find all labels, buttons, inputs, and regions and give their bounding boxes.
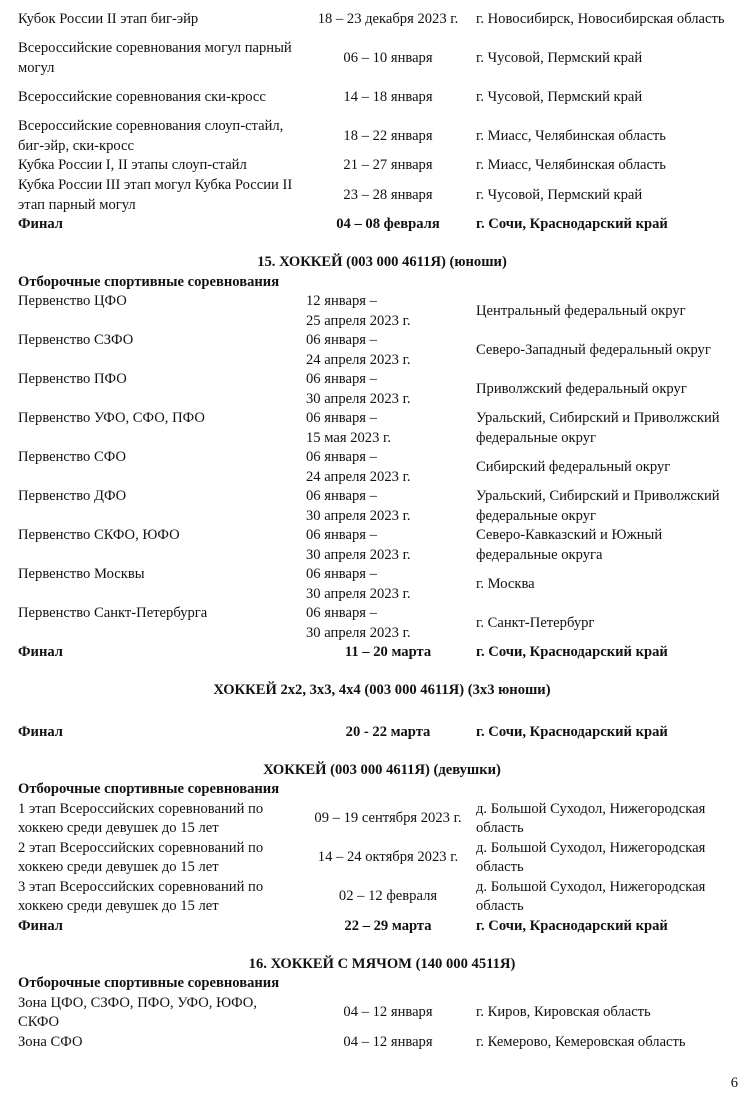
final-row (18, 215, 746, 235)
place-cell: г. Сочи, Краснодарский край (476, 723, 668, 740)
date-end: 30 апреля 2023 г. (306, 390, 411, 407)
date-cell: 22 – 29 марта (344, 917, 432, 934)
date-cell: 21 – 27 января (343, 157, 433, 174)
date-cell (300, 409, 476, 448)
date-cell: 14 – 18 января (343, 88, 433, 105)
date-end: 30 апреля 2023 г. (306, 546, 411, 563)
event-cell: Финал (18, 216, 63, 233)
event-cell: Всероссийские соревнования слоуп-стайл, биг-эйр, ски-кросс (18, 118, 284, 154)
date-cell (300, 604, 476, 643)
date-cell (300, 292, 476, 331)
place-cell: г. Чусовой, Пермский край (476, 186, 643, 203)
place-cell: Сибирский федеральный округ (476, 458, 671, 475)
date-end: 25 апреля 2023 г. (306, 312, 411, 329)
qualifying-subhead: Отборочные спортивные соревнования (18, 273, 280, 290)
place-cell: г. Чусовой, Пермский край (476, 49, 643, 66)
date-start: 06 января – (306, 332, 377, 348)
place-cell: д. Большой Суходол, Нижегородская область (476, 839, 706, 875)
place-cell: г. Миасс, Челябинская область (476, 157, 666, 174)
table-row (18, 370, 746, 409)
event-cell: 1 этап Всероссийских соревнований по хоккею среди девушек до 15 лет (18, 800, 264, 836)
table-row (18, 878, 746, 917)
document-page (18, 0, 746, 1053)
event-cell: 2 этап Всероссийских соревнований по хоккею среди девушек до 15 лет (18, 839, 264, 875)
qualifying-subhead: Отборочные спортивные соревнования (18, 975, 280, 991)
date-end: 30 апреля 2023 г. (306, 585, 411, 602)
event-cell: Первенство Санкт-Петербурга (18, 605, 208, 621)
place-cell: г. Сочи, Краснодарский край (476, 644, 668, 661)
table-row (18, 39, 746, 78)
table-row (18, 156, 746, 176)
event-cell: Первенство Москвы (18, 566, 145, 582)
place-cell: Уральский, Сибирский и Приволжский федеральные округ (476, 410, 720, 446)
section-title-hockey-3x3: ХОККЕЙ 2х2, 3х3, 4х4 (003 000 4611Я) (3х3 юноши) (213, 682, 551, 698)
place-cell: г. Миасс, Челябинская область (476, 127, 666, 144)
date-end: 30 апреля 2023 г. (306, 624, 411, 641)
date-cell (300, 331, 476, 370)
place-cell: Северо-Кавказский и Южный федеральные округа (476, 527, 663, 563)
final-row (18, 723, 746, 743)
event-cell: Всероссийские соревнования ски-кросс (18, 88, 266, 105)
date-cell (300, 448, 476, 487)
event-cell: Кубок России II этап биг-эйр (18, 10, 199, 27)
date-start: 06 января – (306, 605, 377, 621)
place-cell: г. Сочи, Краснодарский край (476, 216, 668, 233)
date-end: 15 мая 2023 г. (306, 429, 392, 446)
table-row (18, 0, 746, 39)
date-cell (300, 526, 476, 565)
date-cell: 23 – 28 января (343, 186, 433, 203)
table-row (18, 839, 746, 878)
date-end: 24 апреля 2023 г. (306, 351, 411, 368)
section-title-bandy: 16. ХОККЕЙ С МЯЧОМ (140 000 4511Я) (248, 955, 516, 972)
place-cell: д. Большой Суходол, Нижегородская область (476, 878, 706, 914)
event-cell: Первенство ПФО (18, 371, 127, 387)
event-cell: Первенство ДФО (18, 488, 127, 504)
date-cell: 06 – 10 января (343, 49, 433, 66)
place-cell: Приволжский федеральный округ (476, 380, 687, 397)
date-cell (300, 370, 476, 409)
date-cell: 04 – 12 января (343, 1033, 433, 1050)
date-start: 06 января – (306, 449, 377, 465)
event-cell: Первенство СКФО, ЮФО (18, 527, 180, 543)
place-cell: г. Сочи, Краснодарский край (476, 917, 668, 934)
place-cell: Уральский, Сибирский и Приволжский федеральные округ (476, 488, 720, 524)
date-end: 24 апреля 2023 г. (306, 468, 411, 485)
date-start: 06 января – (306, 410, 377, 426)
date-cell: 18 – 22 января (343, 127, 433, 144)
qualifying-subhead: Отборочные спортивные соревнования (18, 781, 280, 797)
hockey-boys-table (18, 292, 746, 663)
event-cell: Кубка России III этап могул Кубка России II этап парный могул (18, 177, 293, 213)
date-cell: 18 – 23 декабря 2023 г. (317, 10, 459, 27)
event-cell: Финал (18, 723, 63, 740)
event-cell: 3 этап Всероссийских соревнований по хоккею среди девушек до 15 лет (18, 878, 264, 914)
section-title-hockey-girls: ХОККЕЙ (003 000 4611Я) (девушки) (263, 761, 501, 778)
place-cell: Центральный федеральный округ (476, 302, 686, 319)
date-start: 06 января – (306, 566, 377, 582)
date-start: 06 января – (306, 527, 377, 543)
event-cell: Финал (18, 644, 63, 661)
event-cell: Первенство СЗФО (18, 332, 134, 348)
event-cell: Первенство ЦФО (18, 293, 127, 309)
table-row (18, 565, 746, 604)
table-row (18, 800, 746, 839)
table-row (18, 526, 746, 565)
date-cell: 11 – 20 марта (344, 644, 432, 661)
date-cell: 02 – 12 февраля (338, 888, 438, 905)
hockey-3x3-table (18, 723, 746, 743)
final-row (18, 917, 746, 937)
table-row (18, 604, 746, 643)
date-cell: 04 – 12 января (343, 1004, 433, 1021)
date-cell: 09 – 19 сентября 2023 г. (314, 810, 462, 827)
table-row (18, 487, 746, 526)
final-row (18, 643, 746, 663)
date-cell: 14 – 24 октября 2023 г. (317, 849, 459, 866)
date-start: 06 января – (306, 371, 377, 387)
section-title-hockey-boys: 15. ХОККЕЙ (003 000 4611Я) (юноши) (257, 254, 507, 270)
date-cell: 04 – 08 февраля (336, 216, 440, 233)
event-cell: Всероссийские соревнования могул парный могул (18, 40, 292, 76)
place-cell: д. Большой Суходол, Нижегородская область (476, 800, 706, 836)
table-row (18, 448, 746, 487)
date-start: 06 января – (306, 488, 377, 504)
table-row (18, 409, 746, 448)
date-cell (300, 487, 476, 526)
hockey-girls-table (18, 800, 746, 937)
table-row (18, 176, 746, 215)
table-row (18, 1033, 746, 1053)
table-row (18, 331, 746, 370)
table-row (18, 117, 746, 156)
top-events-table (18, 0, 746, 235)
table-row (18, 78, 746, 117)
event-cell: Зона СФО (18, 1033, 83, 1050)
date-start: 12 января – (306, 293, 377, 309)
place-cell: г. Санкт-Петербург (476, 614, 595, 631)
event-cell: Финал (18, 917, 63, 934)
bandy-table (18, 994, 746, 1053)
page-number: 6 (730, 1075, 738, 1091)
date-end: 30 апреля 2023 г. (306, 507, 411, 524)
table-row (18, 292, 746, 331)
event-cell: Первенство УФО, СФО, ПФО (18, 410, 205, 426)
place-cell: г. Чусовой, Пермский край (476, 88, 643, 105)
event-cell: Кубка России I, II этапы слоуп-стайл (18, 157, 247, 174)
place-cell: г. Кемерово, Кемеровская область (476, 1033, 686, 1050)
place-cell: г. Новосибирск, Новосибирская область (476, 10, 725, 27)
event-cell: Зона ЦФО, СЗФО, ПФО, УФО, ЮФО, СКФО (18, 994, 257, 1030)
date-cell: 20 - 22 марта (345, 723, 431, 740)
date-cell (300, 565, 476, 604)
place-cell: Северо-Западный федеральный округ (476, 341, 711, 358)
table-row (18, 994, 746, 1033)
place-cell: г. Киров, Кировская область (476, 1004, 651, 1021)
place-cell: г. Москва (476, 575, 535, 592)
event-cell: Первенство СФО (18, 449, 126, 465)
